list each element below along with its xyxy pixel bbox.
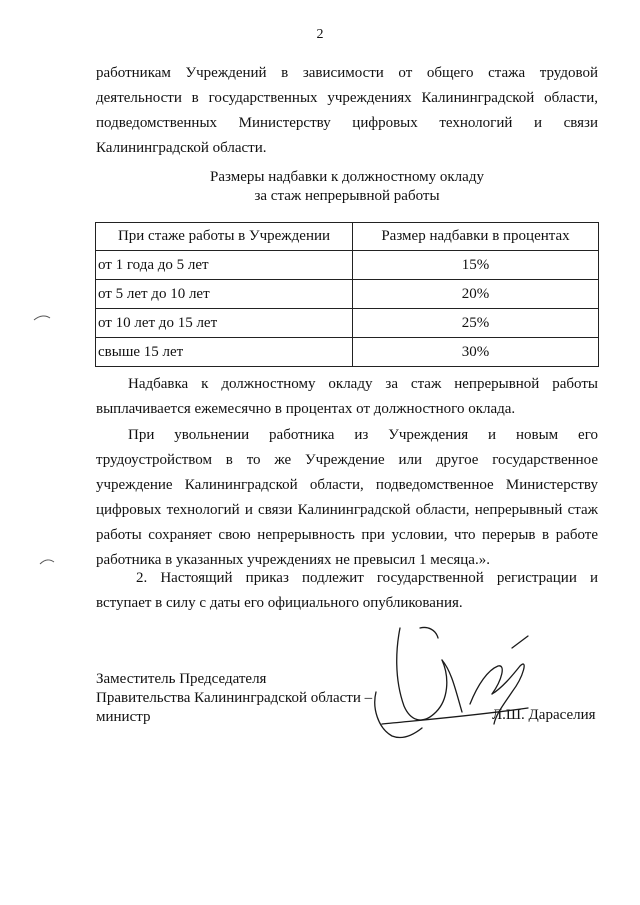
signatory-name: Л.Ш. Дараселия xyxy=(492,707,596,723)
position-line1: Заместитель Председателя xyxy=(96,671,267,687)
table-caption-line2: за стаж непрерывной работы xyxy=(254,188,440,204)
row-period: от 10 лет до 15 лет xyxy=(96,309,353,338)
row-percent: 15% xyxy=(353,251,599,280)
header-percent: Размер надбавки в процентах xyxy=(353,223,599,251)
dismissal-paragraph: При увольнении работника из Учреждения и новым его трудоустройством в то же Учреждение или другое государственное учреждение Калининградской области, подведомственное Министерству цифровых технологий и связи Калининградской области, непрерывный стаж работы сохраняет свою непрерывность при условии, что перерыв в работе работника в указанных учреждениях не превысил 1 месяца.». xyxy=(96,427,598,568)
position-line3: министр xyxy=(96,709,151,725)
signatory-position xyxy=(96,670,372,727)
table-header-row xyxy=(96,223,599,251)
table-row xyxy=(96,309,599,338)
row-percent: 30% xyxy=(353,338,599,367)
payment-paragraph: Надбавка к должностному окладу за стаж непрерывной работы выплачивается ежемесячно в процентах от должностного оклада. xyxy=(96,376,598,417)
allowance-table xyxy=(95,222,599,367)
registration-paragraph: 2. Настоящий приказ подлежит государственной регистрации и вступает в силу с даты его официального опубликования. xyxy=(96,570,598,611)
table-caption-line1: Размеры надбавки к должностному окладу xyxy=(210,169,484,185)
margin-mark xyxy=(32,312,52,322)
table-row xyxy=(96,251,599,280)
table-caption xyxy=(96,168,598,206)
table-row xyxy=(96,338,599,367)
margin-mark xyxy=(38,556,56,566)
row-period: свыше 15 лет xyxy=(96,338,353,367)
row-period: от 5 лет до 10 лет xyxy=(96,280,353,309)
header-period: При стаже работы в Учреждении xyxy=(96,223,353,251)
table-row xyxy=(96,280,599,309)
row-percent: 20% xyxy=(353,280,599,309)
handwritten-signature xyxy=(352,608,552,758)
page-number: 2 xyxy=(316,27,324,42)
row-percent: 25% xyxy=(353,309,599,338)
row-period: от 1 года до 5 лет xyxy=(96,251,353,280)
intro-paragraph: работникам Учреждений в зависимости от общего стажа трудовой деятельности в государственных учреждениях Калининградской области, подведомственных Министерству цифровых технологий и связи Калининградской области. xyxy=(96,65,598,156)
position-line2: Правительства Калининградской области – xyxy=(96,690,373,706)
